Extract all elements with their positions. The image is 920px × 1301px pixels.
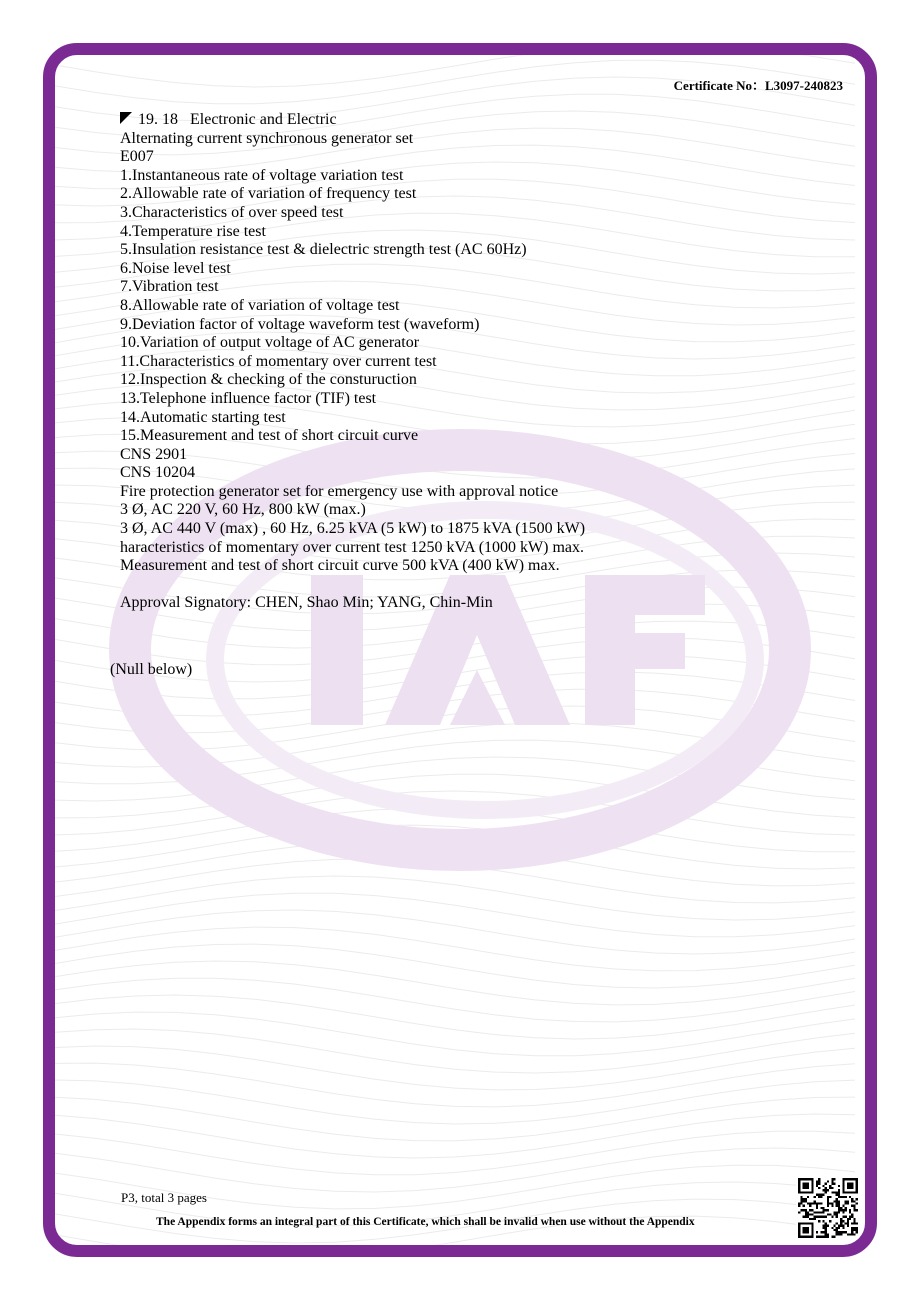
scope-line: 15.Measurement and test of short circuit curve (120, 427, 419, 445)
scope-line: 7.Vibration test (120, 278, 219, 296)
qr-code-icon (796, 1176, 860, 1240)
section-heading (120, 111, 840, 130)
scope-line: 8.Allowable rate of variation of voltage test (120, 296, 400, 314)
approval-signatory: Approval Signatory: CHEN, Shao Min; YANG, Chin-Min (120, 593, 493, 611)
scope-line: E007 (120, 148, 154, 166)
scope-line: 14.Automatic starting test (120, 408, 286, 426)
appendix-footer-note: The Appendix forms an integral part of this Certificate, which shall be invalid when use without the Appendix (156, 1216, 695, 1228)
scope-line: Measurement and test of short circuit curve 500 kVA (400 kW) max. (120, 557, 560, 575)
scope-line: 11.Characteristics of momentary over current test (120, 352, 437, 370)
scope-line: 9.Deviation factor of voltage waveform test (waveform) (120, 315, 480, 333)
scope-line: haracteristics of momentary over current test 1250 kVA (1000 kW) max. (120, 538, 585, 556)
scope-line: CNS 2901 (120, 445, 188, 463)
page-number: P3, total 3 pages (121, 1190, 207, 1205)
scope-line: 10.Variation of output voltage of AC generator (120, 334, 420, 352)
scope-line: 6.Noise level test (120, 259, 231, 277)
scope-line: CNS 10204 (120, 464, 196, 482)
scope-line: 2.Allowable rate of variation of frequency test (120, 185, 417, 203)
scope-line: 1.Instantaneous rate of voltage variation test (120, 166, 404, 184)
null-below-note: (Null below) (110, 661, 193, 678)
scope-line: 3 Ø, AC 220 V, 60 Hz, 800 kW (max.) (120, 501, 366, 519)
scope-line: 3.Characteristics of over speed test (120, 203, 344, 221)
scope-line: 13.Telephone influence factor (TIF) test (120, 389, 377, 407)
scope-line: Fire protection generator set for emergency use with approval notice (120, 482, 559, 500)
watermark-label: TAF (55, 55, 57, 56)
certificate-frame (43, 43, 877, 1257)
spacer (120, 576, 840, 594)
scope-line: 3 Ø, AC 440 V (max) , 60 Hz, 6.25 kVA (5 kW) to 1875 kVA (1500 kW) (120, 520, 586, 538)
scope-line: 4.Temperature rise test (120, 222, 266, 240)
scope-line: Alternating current synchronous generator set (120, 129, 414, 147)
scope-line: 5.Insulation resistance test & dielectric strength test (AC 60Hz) (120, 241, 527, 259)
scope-content (120, 111, 840, 612)
certificate-number: Certificate No：L3097-240823 (673, 78, 843, 93)
section-heading-text: 19. 18 Electronic and Electric (138, 111, 337, 128)
scope-line: 12.Inspection & checking of the consturuction (120, 371, 417, 389)
triangle-marker-icon (120, 112, 132, 124)
